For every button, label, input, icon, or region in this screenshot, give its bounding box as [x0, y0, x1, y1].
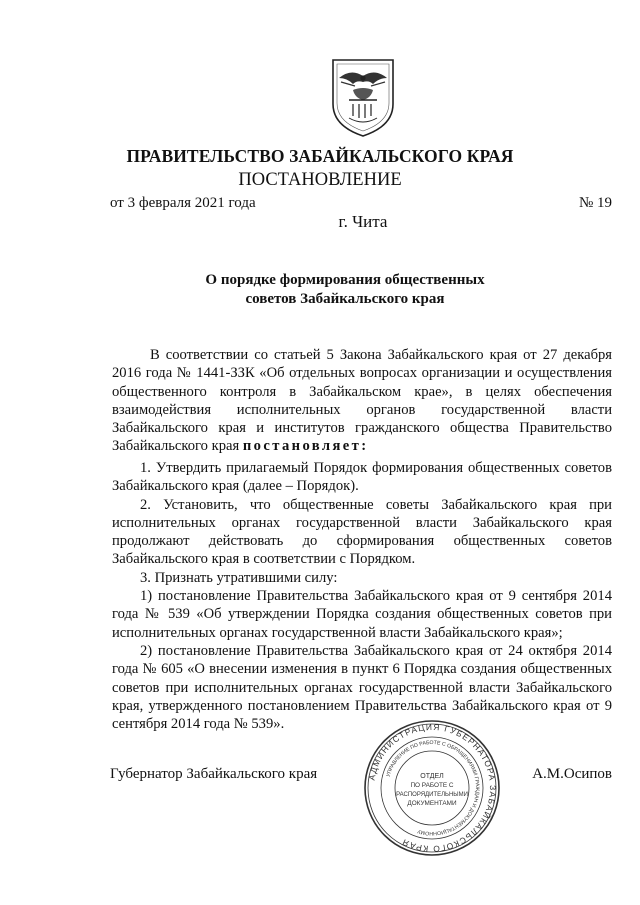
seal-center-line: ОТДЕЛ [420, 773, 444, 780]
document-number: № 19 [578, 195, 612, 211]
list-item: 2. Установить, что общественные советы Забайкальского края при исполнительных органах государственной власти Забайкальского края продолжают действовать до сформирования общественных советов Забайкальского края в соответствии с Порядком. [112, 496, 612, 568]
official-seal-stamp [362, 718, 502, 858]
signatory-name: А.М.Осипов [532, 766, 612, 782]
subject-line: советов Забайкальского края [245, 290, 445, 307]
seal-center-line: ПО РАБОТЕ С [410, 782, 454, 789]
decree-word: постановляет [242, 438, 362, 455]
seal-center-line: ДОКУМЕНТАМИ [407, 800, 457, 807]
signatory-position: Губернатор Забайкальского края [110, 766, 318, 782]
document-city: г. Чита [338, 212, 388, 231]
list-item: 1) постановление Правительства Забайкальского края от 9 сентября 2014 года № 539 «Об утверждении Порядка создания общественных советов при исполнительных органах государственной власти Забайкальского края»; [112, 588, 612, 641]
document-type: ПОСТАНОВЛЕНИЕ [238, 170, 402, 190]
subject-line: О порядке формирования общественных [205, 272, 485, 288]
list-item: 1. Утвердить прилагаемый Порядок формирования общественных советов Забайкальского края (далее – Порядок). [112, 460, 612, 495]
list-item: 2) постановление Правительства Забайкальского края от 24 октября 2014 года № 605 «О внесении изменения в пункт 6 Порядка создания общественных советов при исполнительных органах государственной власти Забайкальского края, утвержденного постановлением Правительства Забайкальского края от 9 сентября 2014 года № 539». [112, 642, 612, 733]
document-subject [0, 271, 640, 308]
resolution-items [112, 459, 612, 733]
seal-center-line: РАСПОРЯДИТЕЛЬНЫМИ [396, 792, 468, 798]
seal-ring-text: АДМИНИСТРАЦИЯ ГУБЕРНАТОРА ЗАБАЙКАЛЬСКОГО КРАЯ [366, 721, 499, 855]
organization-title: ПРАВИТЕЛЬСТВО ЗАБАЙКАЛЬСКОГО КРАЯ [126, 146, 514, 166]
decree-colon: : [361, 438, 369, 455]
coat-of-arms-icon [325, 56, 401, 138]
preamble-paragraph [112, 346, 612, 456]
seal-inner-ring-text: УПРАВЛЕНИЕ ПО РАБОТЕ С ОБРАЩЕНИЯМИ ГРАЖДАН И ДОКУМЕНТАЦИОННОМУ [385, 739, 481, 837]
list-item: 3. Признать утратившими силу: [140, 569, 338, 586]
document-date: от 3 февраля 2021 года [110, 195, 256, 211]
preamble-text: В соответствии со статьей 5 Закона Забайкальского края от 27 декабря 2016 года № 1441-ЗЗК «Об отдельных вопросах организации и осуществления общественного контроля в Забайкальском крае», в целях обеспечения взаимодействия исполнительных органов государственной власти Забайкальского края и институтов гражданского общества Правительство Забайкальского края [112, 347, 612, 455]
